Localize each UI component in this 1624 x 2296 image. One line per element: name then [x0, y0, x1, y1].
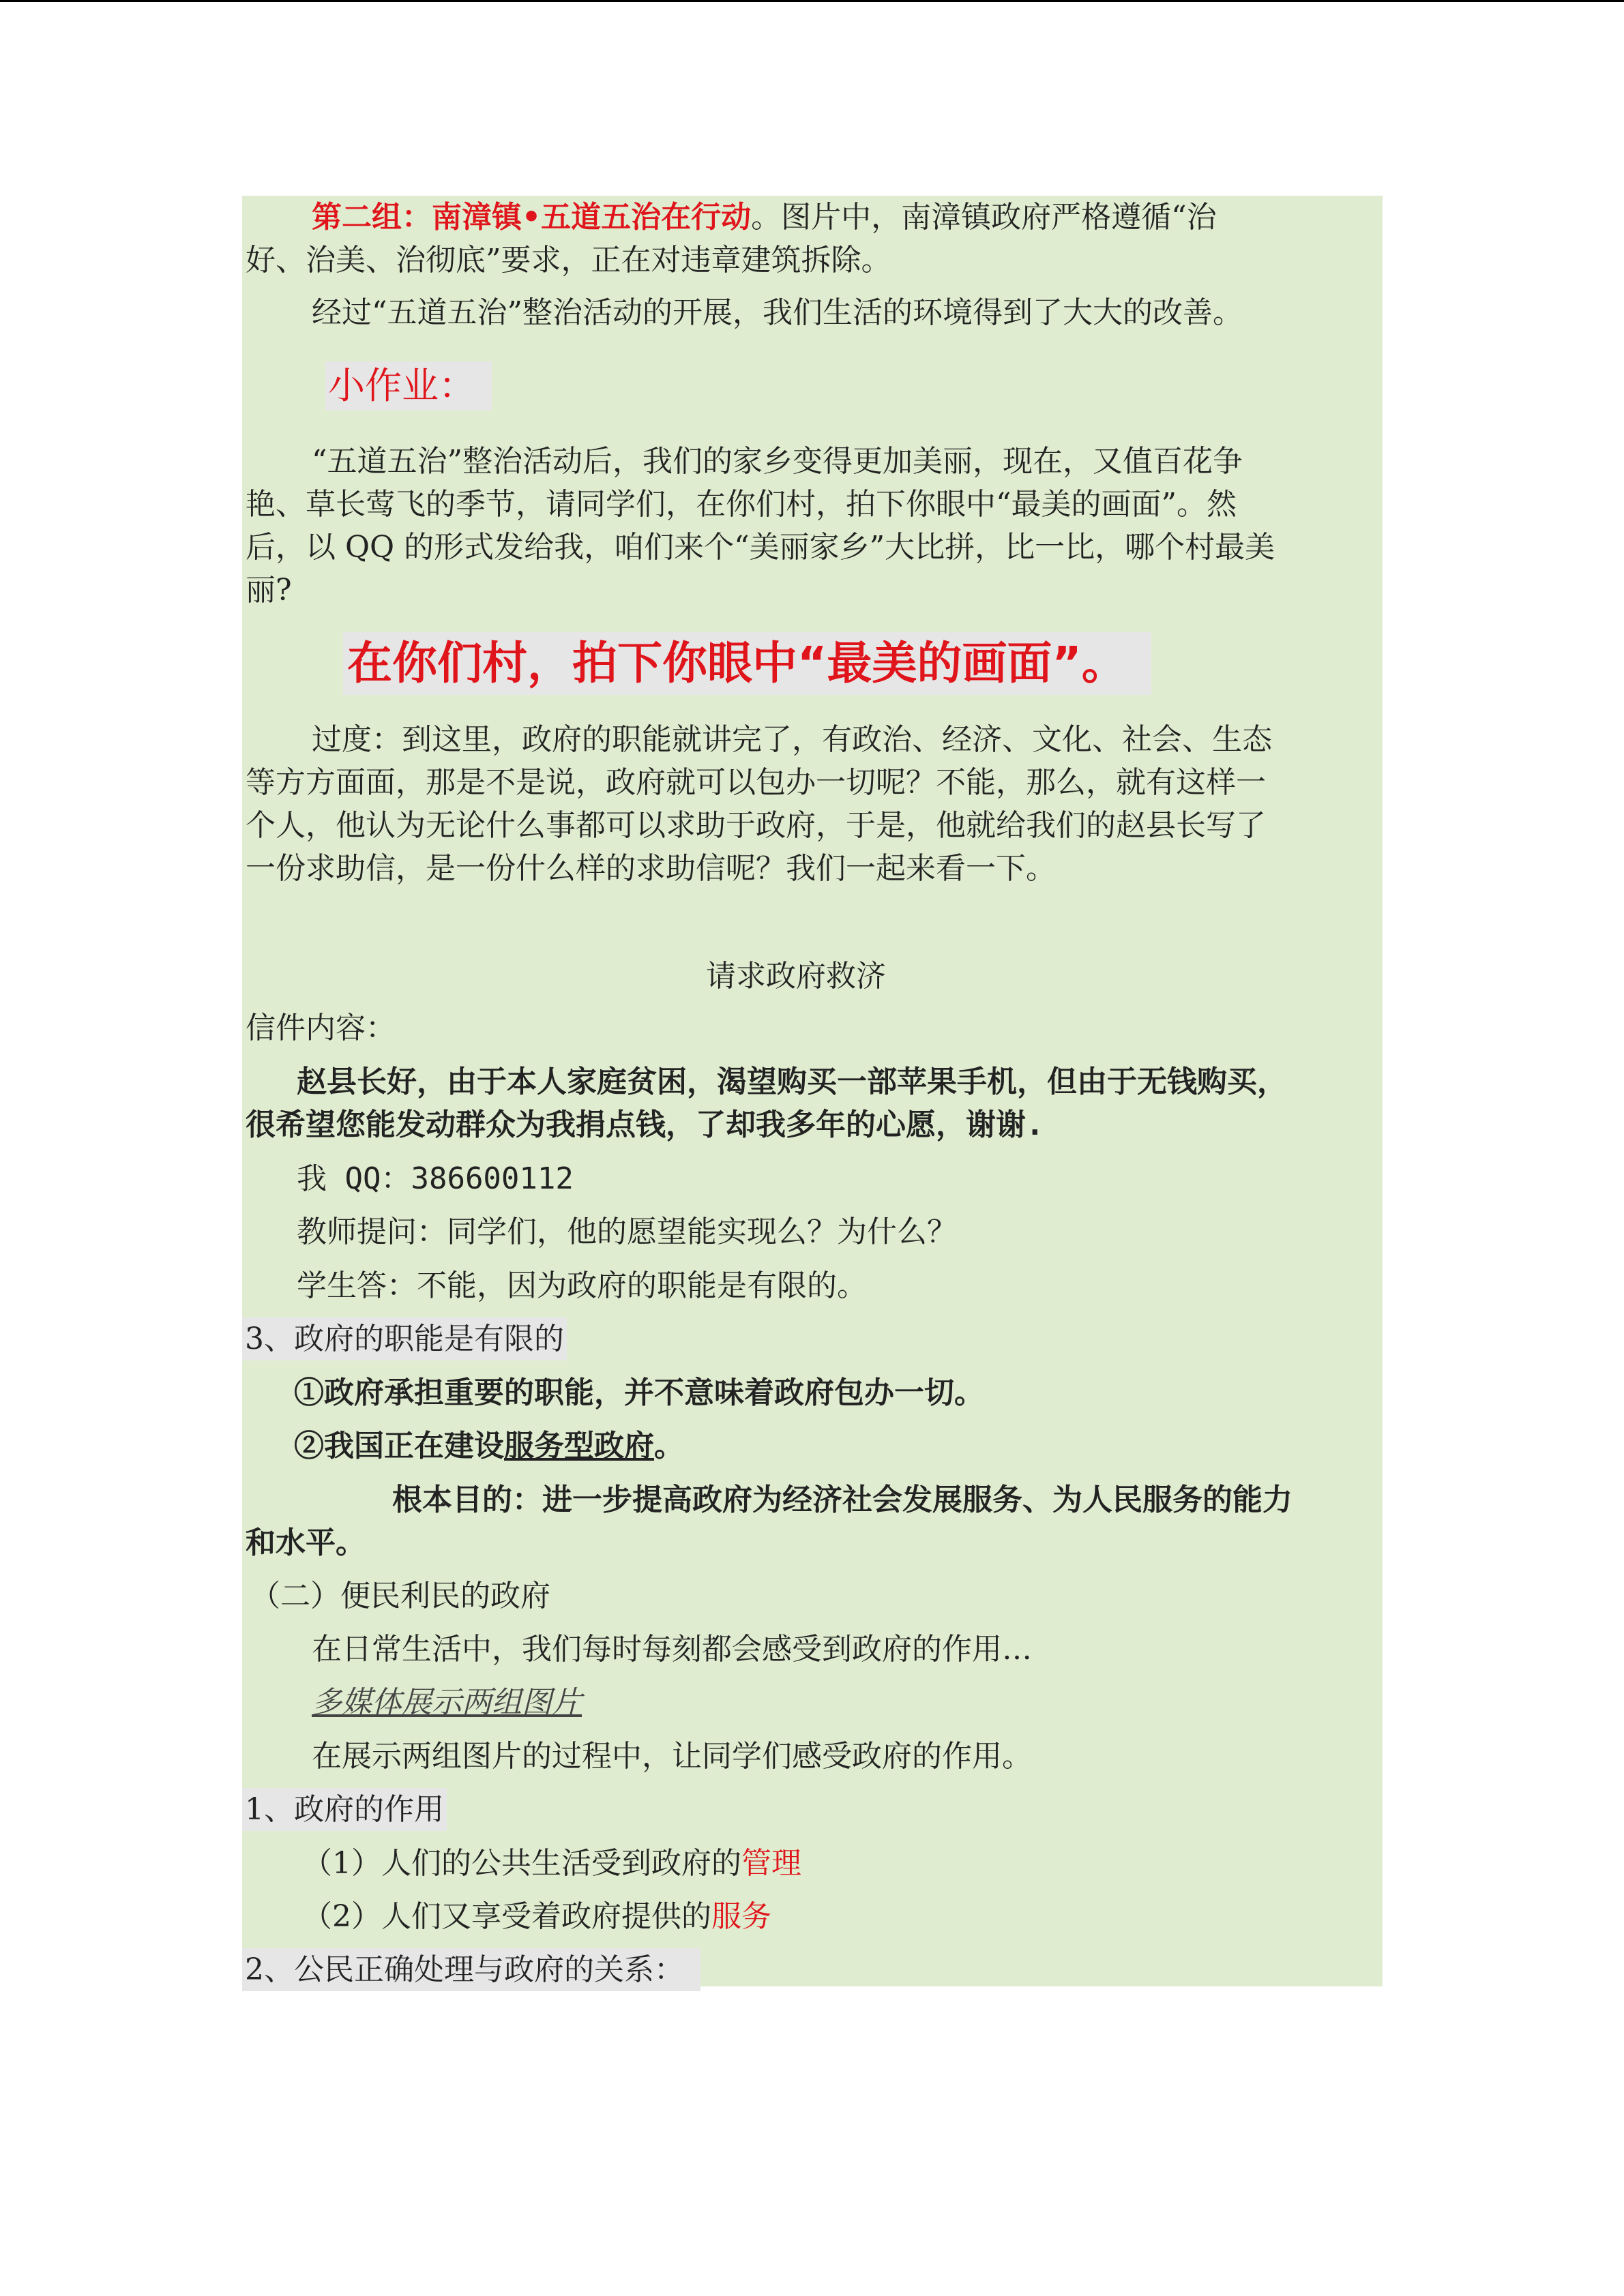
para3-line2: 艳、草长莺飞的季节，请同学们，在你们村，拍下你眼中“最美的画面”。然 — [246, 487, 1237, 522]
item2-post: 。 — [654, 1429, 684, 1463]
section1-item2 — [302, 1895, 771, 1938]
letter-title: 请求政府救济 — [706, 959, 886, 994]
homework-title: 小作业： — [325, 361, 492, 411]
management-term: 管理 — [741, 1846, 801, 1881]
para1-line1-rest: 。图片中，南漳镇政府严格遵循“治 — [751, 200, 1217, 235]
para4-line2: 等方方面面，那是不是说，政府就可以包办一切呢？不能，那么，就有这样一 — [246, 765, 1266, 800]
item1-pre: （1）人们的公共生活受到政府的 — [302, 1846, 741, 1881]
section3-item1: ①政府承担重要的职能，并不意味着政府包办一切。 — [294, 1375, 984, 1410]
para3-line1: “五道五治”整治活动后，我们的家乡变得更加美丽，现在，又值百花争 — [312, 444, 1243, 479]
para1-line1 — [312, 196, 1217, 239]
section3-goal-line2: 和水平。 — [246, 1525, 366, 1560]
section-b-heading: （二）便民利民的政府 — [250, 1579, 550, 1613]
section-b-line2: 在展示两组图片的过程中，让同学们感受政府的作用。 — [312, 1739, 1032, 1774]
letter-label: 信件内容： — [246, 1011, 396, 1045]
student-answer: 学生答：不能，因为政府的职能是有限的。 — [297, 1268, 867, 1303]
letter-qq: 我 QQ：386600112 — [297, 1161, 574, 1196]
section2-heading: 2、公民正确处理与政府的关系： — [242, 1948, 700, 1991]
letter-line1: 赵县长好，由于本人家庭贫困，渴望购买一部苹果手机，但由于无钱购买， — [297, 1064, 1287, 1099]
item2-pre: （2）人们又享受着政府提供的 — [302, 1899, 711, 1934]
service-government-term: 服务型政府 — [504, 1429, 654, 1463]
para3-line4: 丽? — [246, 573, 292, 608]
section3-goal-line1: 根本目的：进一步提高政府为经济社会发展服务、为人民服务的能力 — [392, 1482, 1293, 1517]
group-title: 第二组：南漳镇•五道五治在行动 — [312, 200, 752, 235]
section-b-line1: 在日常生活中，我们每时每刻都会感受到政府的作用… — [312, 1632, 1032, 1667]
para3-line3: 后，以 QQ 的形式发给我，咱们来个“美丽家乡”大比拼，比一比，哪个村最美 — [246, 530, 1275, 565]
page-top-border — [0, 0, 1624, 2]
teacher-question: 教师提问：同学们，他的愿望能实现么？为什么？ — [297, 1214, 957, 1249]
big-heading: 在你们村，拍下你眼中“最美的画面”。 — [343, 632, 1151, 695]
para1-line2: 好、治美、治彻底”要求，正在对违章建筑拆除。 — [246, 243, 891, 278]
letter-line2: 很希望您能发动群众为我捐点钱，了却我多年的心愿，谢谢. — [246, 1107, 1044, 1142]
section3-item2 — [294, 1425, 684, 1467]
item2-pre: ②我国正在建设 — [294, 1429, 504, 1463]
para4-line1: 过度：到这里，政府的职能就讲完了，有政治、经济、文化、社会、生态 — [312, 722, 1272, 757]
para4-line4: 一份求助信，是一份什么样的求助信呢？我们一起来看一下。 — [246, 851, 1056, 886]
para4-line3: 个人，他认为无论什么事都可以求助于政府，于是，他就给我们的赵县长写了 — [246, 808, 1266, 843]
document-content — [242, 196, 1383, 1986]
multimedia-note: 多媒体展示两组图片 — [312, 1685, 582, 1720]
section3-heading: 3、政府的职能是有限的 — [242, 1317, 567, 1360]
section1-item1 — [302, 1842, 801, 1885]
section1-heading: 1、政府的作用 — [242, 1788, 447, 1831]
para2: 经过“五道五治”整治活动的开展，我们生活的环境得到了大大的改善。 — [312, 295, 1243, 330]
service-term: 服务 — [711, 1899, 771, 1934]
